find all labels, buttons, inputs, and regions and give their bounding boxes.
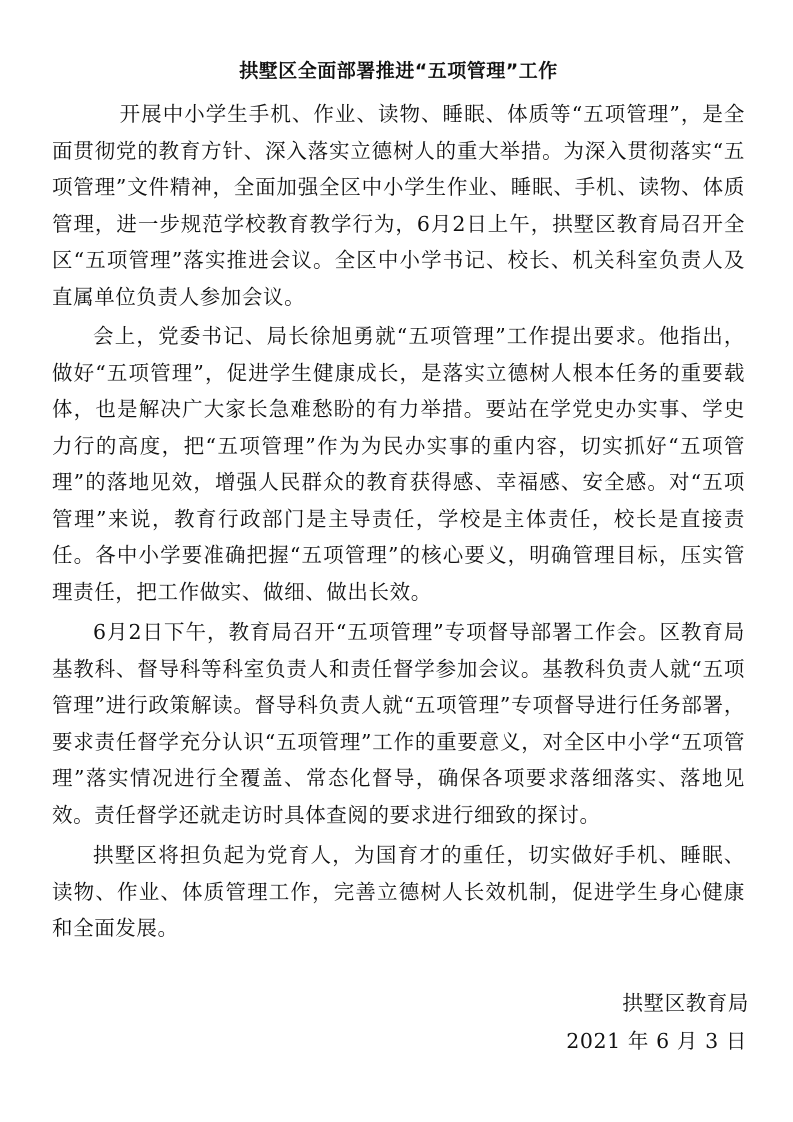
paragraph-conclusion: 拱墅区将担负起为党育人，为国育才的重任，切实做好手机、睡眠、读物、作业、体质管理工作，完善立德树人长效机制，促进学生身心健康和全面发展。 [52,843,745,940]
signature-date: 2021 年 6 月 3 日 [566,1029,747,1053]
document-title: 拱墅区全面部署推进“五项管理”工作 [239,60,558,82]
paragraph-afternoon-meeting: 6月2日下午，教育局召开“五项管理”专项督导部署工作会。区教育局基教科、督导科等科室负责人和责任督学参加会议。基教科负责人就“五项管理”进行政策解读。督导科负责人就“五项管理”专项督导进行任务部署，要求责任督学充分认识“五项管理”工作的重要意义，对全区中小学“五项管理”落实情况进行全覆盖、常态化督导，确保各项要求落细落实、落地见效。责任督学还就走访时具体查阅的要求进行细致的探讨。 [52,620,745,827]
paragraph-intro: 开展中小学生手机、作业、读物、睡眠、体质等“五项管理”，是全面贯彻党的教育方针、深入落实立德树人的重大举措。为深入贯彻落实“五项管理”文件精神，全面加强全区中小学生作业、睡眠、手机、读物、体质管理，进一步规范学校教育教学行为，6月2日上午，拱墅区教育局召开全区“五项管理”落实推进会议。全区中小学书记、校长、机关科室负责人及直属单位负责人参加会议。 [52,102,745,309]
signature-organization: 拱墅区教育局 [622,991,749,1015]
paragraph-meeting-requirements: 会上，党委书记、局长徐旭勇就“五项管理”工作提出要求。他指出，做好“五项管理”，促进学生健康成长，是落实立德树人根本任务的重要载体，也是解决广大家长急难愁盼的有力举措。要站在学党史办实事、学史力行的高度，把“五项管理”作为为民办实事的重内容，切实抓好“五项管理”的落地见效，增强人民群众的教育获得感、幸福感、安全感。对“五项管理”来说，教育行政部门是主导责任，学校是主体责任，校长是直接责任。各中小学要准确把握“五项管理”的核心要义，明确管理目标，压实管理责任，把工作做实、做细、做出长效。 [52,324,745,604]
